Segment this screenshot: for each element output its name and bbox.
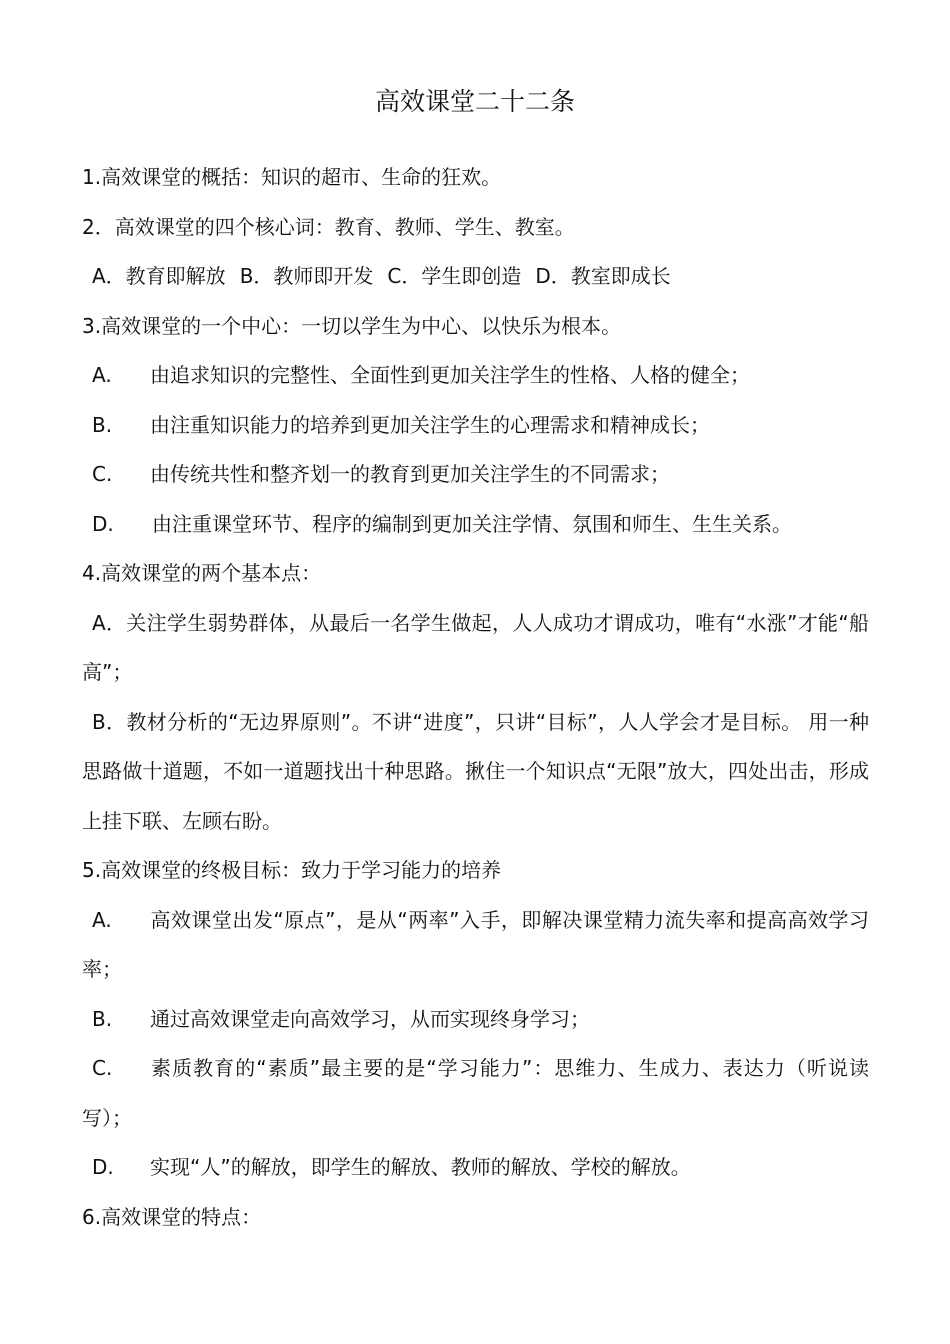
item-text: 由追求知识的完整性、全面性到更加关注学生的性格、人格的健全； <box>150 363 750 387</box>
section-6: 6.高效课堂的特点： <box>82 1204 262 1229</box>
item-label: A. <box>92 363 112 387</box>
section-5-item-c <box>82 1044 869 1143</box>
option-b: B．教师即开发 <box>239 264 374 288</box>
section-3: 3.高效课堂的一个中心：一切以学生为中心、以快乐为根本。 <box>82 313 622 338</box>
section-1: 1.高效课堂的概括：知识的超市、生命的狂欢。 <box>82 165 502 189</box>
section-5: 5.高效课堂的终极目标：致力于学习能力的培养 <box>82 858 502 882</box>
item-text: B．教材分析的“无边界原则”。不讲“进度”，只讲“目标”，人人学会才是目标。 用一种思路做十道题，不如一道题找出十种思路。揪住一个知识点“无限”放大，四处出击，形成上挂下联、左顾右盼。 <box>82 709 869 833</box>
item-text: 由注重课堂环节、程序的编制到更加关注学情、氛围和师生、生生关系。 <box>152 511 792 536</box>
item-label: C. <box>92 1056 113 1080</box>
section-5-item-d <box>82 1143 869 1193</box>
item-text: 由传统共性和整齐划一的教育到更加关注学生的不同需求； <box>150 462 670 486</box>
document-body <box>82 153 869 1242</box>
section-3-item-c <box>82 450 869 500</box>
section-5-item-a <box>82 896 869 995</box>
option-d: D．教室即成长 <box>535 264 671 288</box>
section-2: 2．高效课堂的四个核心词：教育、教师、学生、教室。 <box>82 214 575 239</box>
section-3-item-a <box>82 351 869 401</box>
item-text: 实现“人”的解放，即学生的解放、教师的解放、学校的解放。 <box>150 1155 691 1179</box>
option-c: C．学生即创造 <box>387 264 522 288</box>
item-label: D. <box>92 511 114 536</box>
item-text: 素质教育的“素质”最主要的是“学习能力”：思维力、生成力、表达力（听说读写）； <box>82 1056 869 1130</box>
section-4-item-a <box>82 599 869 698</box>
item-label: A. <box>92 907 112 932</box>
section-3-item-d <box>82 500 869 550</box>
section-4-item-b <box>82 698 869 847</box>
item-label: B. <box>92 1006 113 1031</box>
item-text: 高效课堂出发“原点”，是从“两率”入手，即解决课堂精力流失率和提高高效学习率； <box>82 907 869 981</box>
section-3-item-b <box>82 401 869 451</box>
item-label: D. <box>92 1155 114 1179</box>
item-text: 由注重知识能力的培养到更加关注学生的心理需求和精神成长； <box>150 412 710 437</box>
section-4: 4.高效课堂的两个基本点： <box>82 561 322 585</box>
section-2-options <box>82 252 869 302</box>
option-a: A．教育即解放 <box>92 264 226 288</box>
document-title: 高效课堂二十二条 <box>374 87 575 116</box>
item-text: 通过高效课堂走向高效学习，从而实现终身学习； <box>150 1006 590 1031</box>
item-label: C. <box>92 462 113 486</box>
item-text: A．关注学生弱势群体，从最后一名学生做起，人人成功才谓成功，唯有“水涨”才能“船高”； <box>82 610 869 684</box>
item-label: B. <box>92 412 113 437</box>
section-5-item-b <box>82 995 869 1045</box>
